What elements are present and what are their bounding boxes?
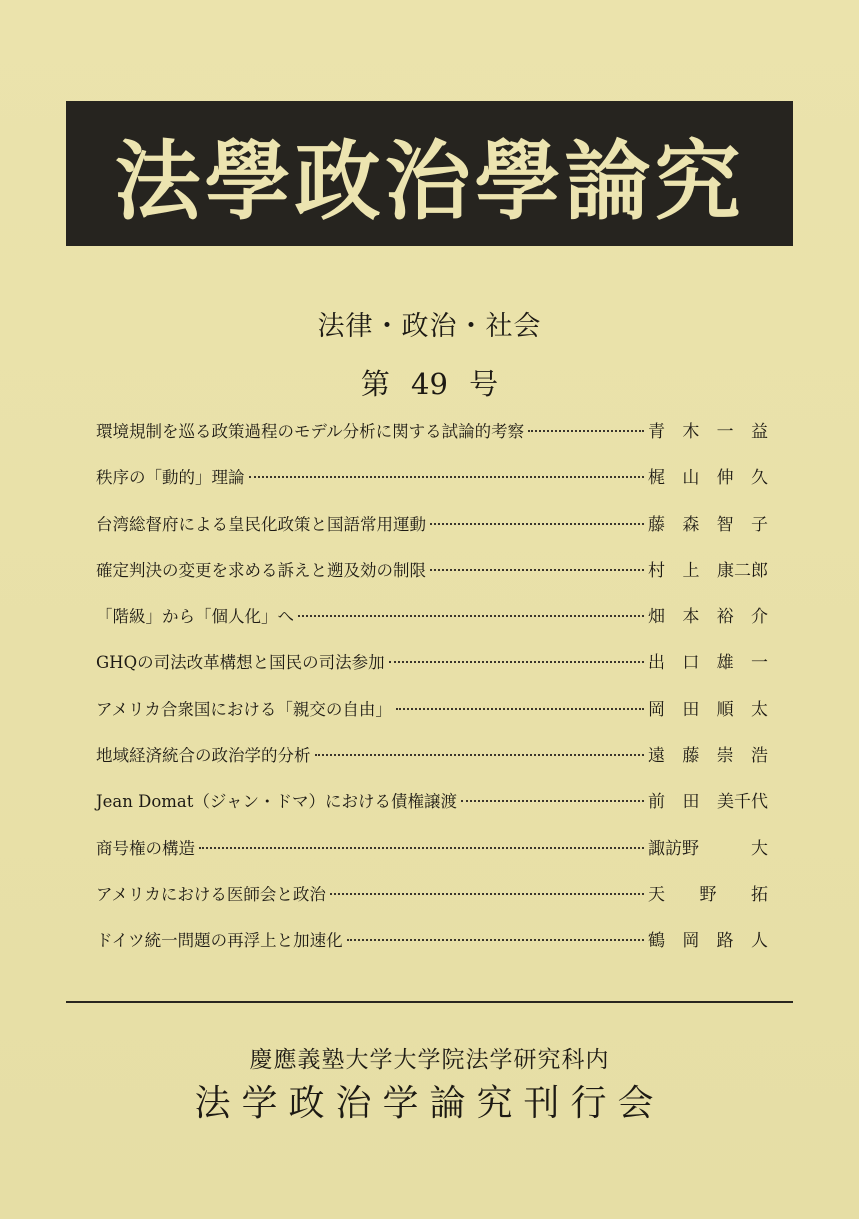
author-name-part: 路 (716, 931, 734, 952)
toc-entry-title: 地域経済統合の政治学的分析 (96, 746, 311, 766)
toc-entry-title: GHQの司法改革構想と国民の司法参加 (96, 653, 385, 673)
toc-entry (96, 741, 768, 787)
toc-entry (96, 926, 768, 972)
author-name-part: 人 (750, 931, 768, 952)
author-name-part: 太 (750, 699, 768, 720)
toc-entry-title: アメリカにおける医師会と政治 (96, 884, 326, 904)
author-name-part: 前 (648, 792, 665, 813)
author-name-part: 裕 (716, 607, 734, 628)
author-name-part: 上 (682, 560, 700, 581)
author-name-part: 大 (751, 838, 768, 859)
author-name-part: 一 (716, 422, 734, 442)
author-name-part: 口 (682, 653, 700, 674)
toc-entry-author (648, 787, 768, 812)
toc-entry-title: 環境規制を巡る政策過程のモデル分析に関する試論的考察 (96, 422, 525, 441)
dot-leader (396, 707, 644, 710)
toc-entry-title: アメリカ合衆国における「親交の自由」 (96, 699, 392, 719)
toc-entry-author (648, 834, 768, 859)
author-name-part: 益 (750, 422, 768, 442)
dot-leader (249, 475, 645, 478)
author-name-part: 藤 (682, 746, 700, 767)
author-name-part: 康二郎 (717, 560, 768, 581)
dot-leader (430, 522, 644, 525)
author-name-part: 雄 (716, 653, 734, 674)
issue-number: 第 49 号 (360, 367, 499, 401)
author-name-part: 梶 (648, 468, 665, 489)
author-name-part: 田 (682, 792, 700, 813)
author-name-part: 諏訪野 (648, 838, 699, 859)
toc-entry (96, 602, 768, 648)
table-of-contents (96, 417, 768, 973)
author-name-part: 鶴 (648, 931, 665, 952)
dot-leader (298, 614, 644, 617)
dot-leader (461, 799, 644, 802)
author-name-part: 浩 (750, 746, 768, 767)
toc-entry-author (648, 648, 768, 673)
author-name-part: 山 (682, 468, 700, 489)
toc-entry (96, 556, 768, 602)
author-name-part: 久 (750, 468, 768, 489)
dot-leader (347, 938, 644, 941)
toc-entry-author (648, 926, 768, 951)
author-name-part: 一 (750, 653, 768, 674)
dot-leader (199, 846, 644, 849)
dot-leader (528, 429, 644, 432)
author-name-part: 岡 (682, 931, 700, 952)
toc-entry (96, 695, 768, 741)
author-name-part: 拓 (751, 884, 768, 905)
dot-leader (389, 660, 644, 663)
author-name-part: 天 (648, 884, 665, 905)
toc-entry-author (648, 463, 768, 488)
author-name-part: 美千代 (717, 792, 768, 813)
toc-entry-author (648, 695, 768, 720)
dot-leader (315, 753, 645, 756)
toc-entry-title: 確定判決の変更を求める訴えと遡及効の制限 (96, 560, 426, 580)
publisher-name: 法学政治学論究刊行会 (194, 1083, 665, 1124)
toc-entry-title: 「階級」から「個人化」へ (96, 607, 294, 627)
author-name-part: 藤 (648, 514, 665, 535)
toc-entry-author (648, 556, 768, 581)
author-name-part: 伸 (716, 468, 734, 489)
author-name-part: 智 (716, 514, 734, 535)
author-name-part: 岡 (648, 699, 665, 720)
toc-entry-title: Jean Domat（ジャン・ドマ）における債権譲渡 (96, 792, 458, 812)
author-name-part: 崇 (716, 746, 734, 767)
author-name-part: 子 (750, 514, 768, 535)
title-band (66, 101, 793, 246)
toc-entry-title: 商号権の構造 (96, 838, 195, 858)
toc-entry-author (648, 510, 768, 535)
journal-title: 法學政治學論究 (114, 130, 745, 232)
divider (66, 1001, 793, 1003)
toc-entry-author (648, 602, 768, 627)
dot-leader (330, 892, 644, 895)
toc-entry (96, 648, 768, 694)
toc-entry-author (648, 417, 768, 442)
author-name-part: 青 (648, 422, 665, 442)
author-name-part: 順 (716, 699, 734, 720)
author-name-part: 畑 (648, 607, 665, 628)
author-name-part: 本 (682, 607, 700, 628)
toc-entry (96, 880, 768, 926)
toc-entry-title: 秩序の「動的」理論 (96, 468, 245, 488)
author-name-part: 出 (648, 653, 665, 674)
toc-entry (96, 510, 768, 556)
author-name-part: 森 (682, 514, 700, 535)
author-name-part: 遠 (648, 746, 665, 767)
author-name-part: 野 (699, 884, 717, 905)
author-name-part: 木 (682, 422, 700, 442)
toc-entry-author (648, 880, 768, 905)
author-name-part: 介 (750, 607, 768, 628)
journal-subtitle: 法律・政治・社会 (317, 311, 542, 342)
toc-entry-author (648, 741, 768, 766)
author-name-part: 田 (682, 699, 700, 720)
author-name-part: 村 (648, 560, 665, 581)
toc-entry (96, 417, 768, 463)
dot-leader (430, 568, 644, 571)
toc-entry-title: 台湾総督府による皇民化政策と国語常用運動 (96, 514, 426, 534)
toc-entry (96, 463, 768, 509)
toc-entry (96, 834, 768, 880)
toc-entry-title: ドイツ統一問題の再浮上と加速化 (96, 931, 343, 951)
toc-entry (96, 787, 768, 833)
publisher-affiliation: 慶應義塾大学大学院法学研究科内 (249, 1047, 610, 1073)
